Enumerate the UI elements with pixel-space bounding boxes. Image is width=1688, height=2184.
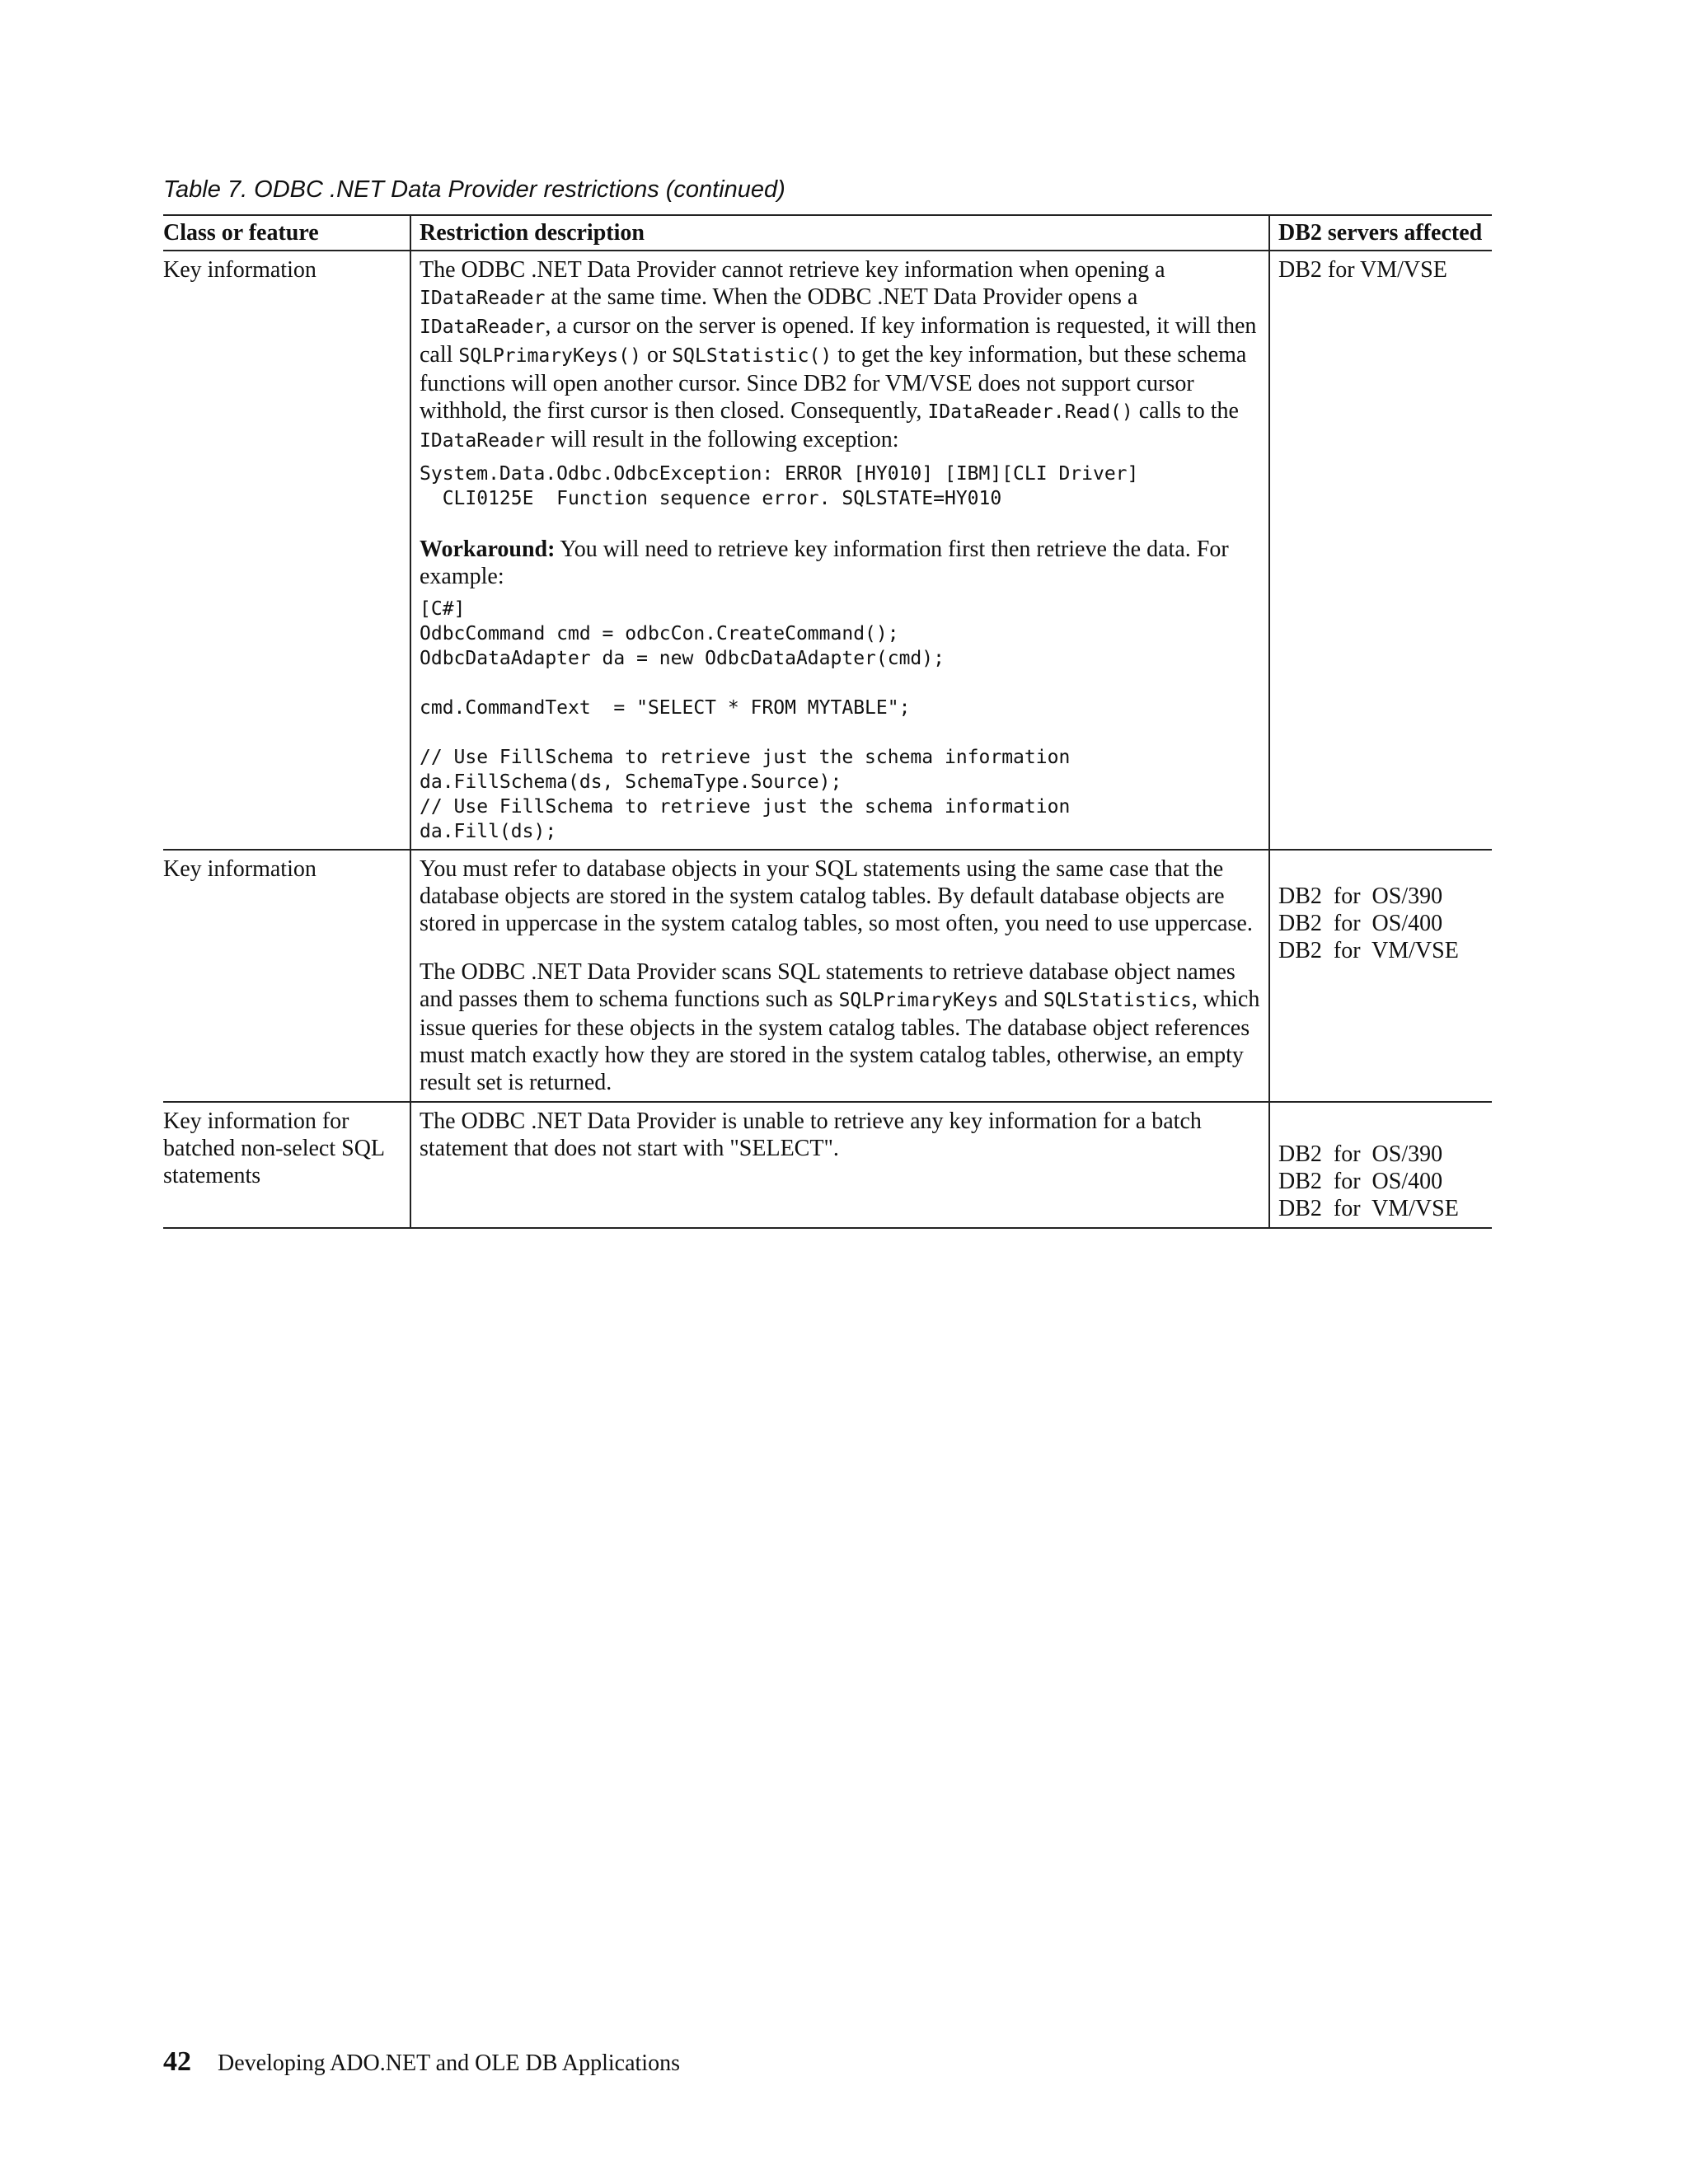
description-cell <box>410 1102 1269 1228</box>
feature-cell: Key information <box>163 850 410 1102</box>
feature-cell: Key information for batched non-select SQL statements <box>163 1102 410 1228</box>
description-cell <box>410 850 1269 1102</box>
description-paragraph: The ODBC .NET Data Provider is unable to retrieve any key information for a batch statement that does not start with "SELECT". <box>420 1108 1202 1161</box>
header-db2-servers-affected: DB2 servers affected <box>1269 215 1492 251</box>
description-paragraph: You must refer to database objects in your SQL statements using the same case that the database objects are stored in the system catalog tables. By default database objects are stored in uppercase in the system catalog tables, so most often, you need to use uppercase. <box>420 856 1253 936</box>
servers-cell <box>1269 251 1492 850</box>
header-class-or-feature: Class or feature <box>163 215 410 251</box>
server-entry: DB2 for OS/400 <box>1278 911 1443 936</box>
inline-code: IDataReader <box>420 316 546 338</box>
table-row <box>163 1102 1492 1228</box>
description-paragraph: The ODBC .NET Data Provider cannot retrieve key information when opening a IDataReader at the same time. When the ODBC .NET Data Provider opens a IDataReader, a cursor on the server is opened. If key information is requested, it will then call SQLPrimaryKeys() or SQLStatistic() to get the key information, but these schema functions will open another cursor. Since DB2 for VM/VSE does not support cursor withhold, the first cursor is then closed. Consequently, IDataReader.Read() calls to the IDataReader will result in the following exception: <box>420 257 1257 452</box>
page-number: 42 <box>163 2046 191 2077</box>
servers-list <box>1278 883 1487 964</box>
servers-cell <box>1269 1102 1492 1228</box>
code-sample-block: // Use FillSchema to retrieve just the schema information da.FillSchema(ds, SchemaType.Source); // Use FillSchema to retrieve just the schema information da.Fill(ds); <box>420 747 1071 842</box>
inline-code: IDataReader <box>420 430 546 452</box>
workaround-paragraph <box>420 536 1264 590</box>
table-row <box>163 251 1492 850</box>
exception-code-block: System.Data.Odbc.OdbcException: ERROR [HY010] [IBM][CLI Driver] CLI0125E Function sequence error. SQLSTATE=HY010 <box>420 463 1139 509</box>
servers-cell <box>1269 850 1492 1102</box>
inline-code: IDataReader.Read() <box>927 401 1133 423</box>
inline-code: SQLPrimaryKeys <box>838 990 999 1011</box>
inline-code: SQLStatistic() <box>672 345 832 367</box>
server-entry: DB2 for OS/400 <box>1278 1169 1443 1194</box>
inline-code: IDataReader <box>420 288 546 309</box>
inline-code: SQLStatistics <box>1043 990 1192 1011</box>
server-entry: DB2 for OS/390 <box>1278 883 1443 909</box>
server-entry: DB2 for OS/390 <box>1278 1141 1443 1167</box>
server-entry: DB2 for VM/VSE <box>1278 938 1459 963</box>
table-caption: Table 7. ODBC .NET Data Provider restrictions (continued) <box>163 176 785 203</box>
inline-code: SQLPrimaryKeys() <box>458 345 641 367</box>
restrictions-table <box>163 214 1492 1229</box>
table-row <box>163 850 1492 1102</box>
server-entry: DB2 for VM/VSE <box>1278 1196 1459 1221</box>
workaround-text: You will need to retrieve key information first then retrieve the data. For example: <box>420 537 1229 589</box>
code-sample-block: cmd.CommandText = "SELECT * FROM MYTABLE"; <box>420 697 911 719</box>
server-entry: DB2 for VM/VSE <box>1278 257 1447 283</box>
description-paragraph: The ODBC .NET Data Provider scans SQL statements to retrieve database object names and passes them to schema functions such as SQLPrimaryKeys and SQLStatistics, which issue queries for these objects in the system catalog tables. The database object references must match exactly how they are stored in the system catalog tables, otherwise, an empty result set is returned. <box>420 959 1260 1095</box>
page-footer <box>163 2047 680 2079</box>
header-restriction-description: Restriction description <box>410 215 1269 251</box>
feature-cell: Key information <box>163 251 410 850</box>
servers-list <box>1278 1141 1487 1222</box>
table-header-row <box>163 215 1492 251</box>
code-sample-block: [C#] OdbcCommand cmd = odbcCon.CreateCommand(); OdbcDataAdapter da = new OdbcDataAdapter(cmd); <box>420 598 945 669</box>
workaround-label: Workaround: <box>420 537 556 562</box>
description-cell <box>410 251 1269 850</box>
book-title: Developing ADO.NET and OLE DB Applications <box>218 2050 680 2076</box>
